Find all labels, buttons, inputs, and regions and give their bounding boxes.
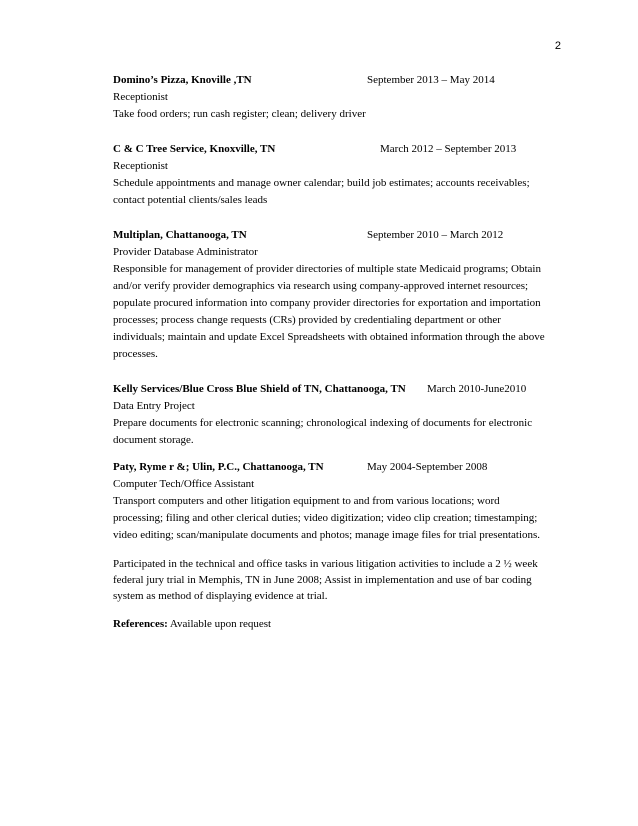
paragraph-line: Participated in the technical and office tasks in various litigation activities to include a 2 ½ week	[113, 558, 538, 570]
job-description-line: Prepare documents for electronic scanning; chronological indexing of documents for electronic	[113, 417, 533, 429]
job-description-line: populate procured information into company provider directories for exportation and importation	[113, 297, 541, 309]
job-entry-paty-rymer	[113, 459, 573, 544]
job-title: Receptionist	[113, 160, 168, 172]
job-entry-cc-tree	[113, 141, 573, 209]
job-description-line: contact potential clients/sales leads	[113, 194, 268, 206]
job-title: Data Entry Project	[113, 400, 195, 412]
job-dates: September 2013 – May 2014	[367, 74, 495, 86]
job-header	[113, 227, 573, 244]
job-entry-multiplan	[113, 227, 573, 363]
job-description-line: processes.	[113, 348, 158, 360]
paragraph-line: federal jury trial in Memphis, TN in June 2008; Assist in implementation and use of bar coding	[113, 574, 532, 586]
references	[113, 616, 573, 633]
job-title: Computer Tech/Office Assistant	[113, 478, 255, 490]
job-dates: September 2010 – March 2012	[367, 229, 504, 241]
job-title: Provider Database Administrator	[113, 246, 258, 258]
additional-paragraph	[113, 556, 573, 604]
paragraph-line: system as method of displaying evidence at trial.	[113, 590, 328, 602]
job-header	[113, 141, 573, 158]
job-description-line: and/or verify provider demographics via research using company-approved internet resources;	[113, 280, 529, 292]
job-description-line: Take food orders; run cash register; clean; delivery driver	[113, 108, 366, 120]
references-label: References:	[113, 618, 168, 630]
job-employer: Paty, Ryme r &; Ulin, P.C., Chattanooga, TN	[113, 461, 324, 473]
job-header	[113, 72, 573, 89]
page-number: 2	[554, 40, 561, 52]
job-dates: March 2010-June2010	[427, 383, 527, 395]
job-description-line: individuals; maintain and update Excel Spreadsheets with obtained information through the above	[113, 331, 545, 343]
job-description-line: processing; filing and other clerical duties; video digitization; video clip creation; timestamping;	[113, 512, 538, 524]
job-employer: C & C Tree Service, Knoxville, TN	[113, 143, 276, 155]
job-description-line: document storage.	[113, 434, 194, 446]
job-dates: March 2012 – September 2013	[380, 143, 517, 155]
job-entry-dominos	[113, 72, 573, 123]
job-dates: May 2004-September 2008	[367, 461, 488, 473]
job-employer: Multiplan, Chattanooga, TN	[113, 229, 247, 241]
job-description-line: Schedule appointments and manage owner calendar; build job estimates; accounts receivables;	[113, 177, 530, 189]
job-employer: Kelly Services/Blue Cross Blue Shield of TN, Chattanooga, TN	[113, 383, 406, 395]
references-text: Available upon request	[167, 618, 272, 630]
job-header	[113, 381, 573, 398]
job-description-line: processes; process change requests (CRs) provided by credentialing department or other	[113, 314, 501, 326]
job-description-line: video editing; scan/manipulate documents and photos; manage image files for trial presentations.	[113, 529, 541, 541]
job-description-line: Transport computers and other litigation equipment to and from various locations; word	[113, 495, 500, 507]
job-header	[113, 459, 573, 476]
job-title: Receptionist	[113, 91, 168, 103]
job-entry-kelly-services	[113, 381, 573, 449]
job-description-line: Responsible for management of provider directories of multiple state Medicaid programs; Obtain	[113, 263, 541, 275]
resume-content	[113, 72, 573, 633]
job-employer: Domino’s Pizza, Knoville ,TN	[113, 74, 252, 86]
